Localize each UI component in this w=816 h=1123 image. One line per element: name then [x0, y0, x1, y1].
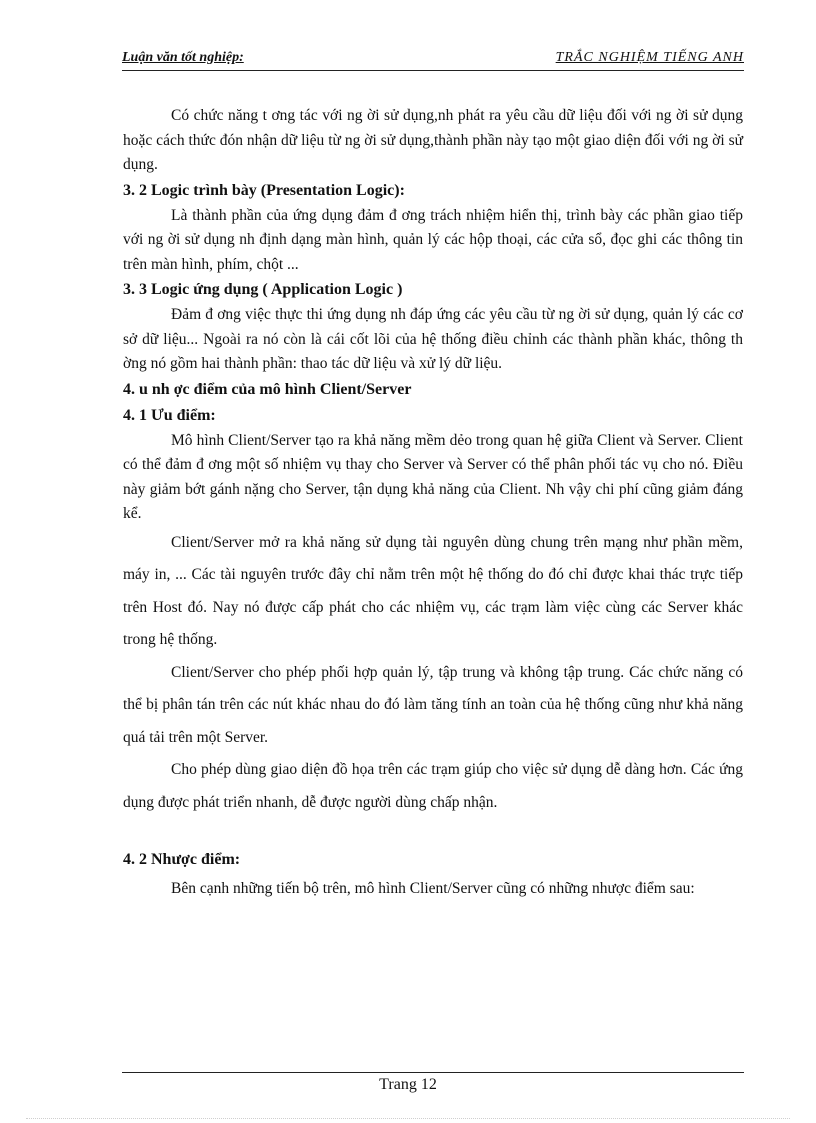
paragraph-application-logic: Đảm đ ơng việc thực thi ứng dụng nh đáp ứng các yêu cầu từ ng ời sử dụng, quản lý các cơ sở dữ liệu... Ngoài ra nó còn là cái cốt lõi của hệ thống điều chỉnh các thành phần khác, thông th ờng nó gồm hai thành phần: thao tác dữ liệu và xử lý dữ liệu.	[123, 306, 743, 372]
paragraph-disadvantages-intro: Bên cạnh những tiến bộ trên, mô hình Client/Server cũng có những nhược điểm sau:	[171, 880, 695, 897]
paragraph-advantage-gui: Cho phép dùng giao diện đồ họa trên các trạm giúp cho việc sử dụng dễ dàng hơn. Các ứng dụng được phát triển nhanh, dễ được người dùng chấp nhận.	[123, 761, 743, 811]
paragraph-advantage-management: Client/Server cho phép phối hợp quản lý, tập trung và không tập trung. Các chức năng có thể bị phân tán trên các nút khác nhau do đó làm tăng tính an toàn của hệ thống cũng như khả năng quá tải trên một Server.	[123, 663, 743, 746]
heading-pros-cons: 4. u nh ợc điểm của mô hình Client/Server	[123, 380, 412, 398]
heading-application-logic: 3. 3 Logic ứng dụng ( Application Logic )	[123, 281, 403, 298]
heading-advantages: 4. 1 Ưu điểm:	[123, 406, 216, 424]
page-bottom-border	[26, 1118, 790, 1119]
paragraph-advantage-flexibility: Mô hình Client/Server tạo ra khả năng mềm dẻo trong quan hệ giữa Client và Server. Client có thể đảm đ ơng một số nhiệm vụ thay cho Server và Server có thể phân phối tác vụ cho nó. Điều này giảm bớt gánh nặng cho Server, tận dụng khả năng của Client. Nh vậy chi phí cũng giảm đáng kể.	[123, 431, 743, 522]
page-number: Trang 12	[379, 1076, 437, 1093]
paragraph-advantage-resources: Client/Server mở ra khả năng sử dụng tài nguyên dùng chung trên mạng như phần mềm, máy in, ... Các tài nguyên trước đây chỉ nằm trên một hệ thống do đó chỉ được khai thác trực tiếp trên Host đó. Nay nó được cấp phát cho các nhiệm vụ, các trạm làm việc cùng các Server khác trong hệ thống.	[123, 533, 743, 648]
header-document-title: TRẮC NGHIỆM TIẾNG ANH	[555, 50, 744, 65]
header-thesis-label: Luận văn tốt nghiệp:	[122, 50, 244, 65]
footer-divider	[122, 1072, 744, 1073]
paragraph-interaction: Có chức năng t ơng tác với ng ời sử dụng,nh phát ra yêu cầu dữ liệu đối với ng ời sử dụng hoặc cách thức đón nhận dữ liệu từ ng ời sử dụng,thành phần này tạo một giao diện đối với ng ời sử dụng.	[123, 107, 743, 173]
document-body	[123, 104, 743, 906]
section-spacer	[123, 819, 743, 847]
heading-presentation-logic: 3. 2 Logic trình bày (Presentation Logic):	[123, 181, 405, 199]
page-header	[122, 50, 744, 71]
paragraph-presentation-logic: Là thành phần của ứng dụng đảm đ ơng trách nhiệm hiển thị, trình bày các phần giao tiếp với ng ời sử dụng nh định dạng màn hình, quản lý các hộp thoại, các cửa sổ, đọc ghi các thông tin trên màn hình, phím, chột ...	[123, 206, 743, 273]
heading-disadvantages: 4. 2 Nhược điểm:	[123, 851, 241, 868]
